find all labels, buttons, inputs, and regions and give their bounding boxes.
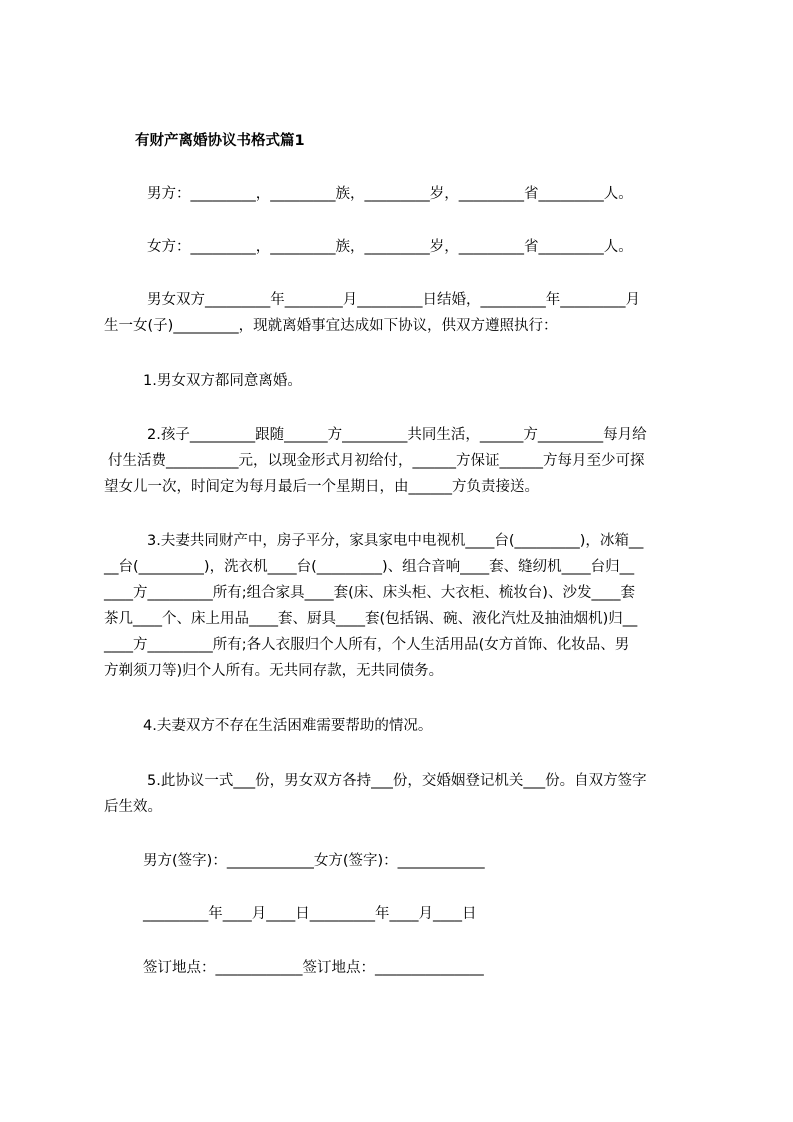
- document-title: 有财产离婚协议书格式篇1: [135, 133, 305, 149]
- date-line: _________年____月____日_________年____月____日: [143, 906, 477, 922]
- clause-3-line-3: ____方_________所有;组合家具____套(床、床头柜、大衣柜、梳妆台)、沙发____套: [104, 585, 635, 601]
- clause-4: 4.夫妻双方不存在生活困难需要帮助的情况。: [143, 718, 433, 734]
- clause-2-line-1: 2.孩子_________跟随______方_________共同生活，______方_________每月给: [147, 427, 647, 443]
- clause-1: 1.男女双方都同意离婚。: [143, 373, 302, 389]
- clause-3-line-2: __台(_________)，洗衣机____台(_________)、组合音响____套、缝纫机____台归__: [104, 559, 635, 575]
- intro-line-2: 生一女(子)_________，现就离婚事宜达成如下协议，供双方遵照执行：: [104, 318, 558, 334]
- clause-3-line-5: ____方_________所有;各人衣服归个人所有，个人生活用品(女方首饰、化妆品、男: [104, 637, 630, 653]
- clause-2-line-2: 付生活费__________元，以现金形式月初给付，______方保证______方每月至少可探: [108, 453, 645, 469]
- clause-5-line-1: 5.此协议一式___份，男女双方各持___份，交婚姻登记机关___份。自双方签字: [147, 773, 647, 789]
- clause-2-line-3: 望女儿一次，时间定为每月最后一个星期日，由______方负责接送。: [104, 479, 539, 495]
- clause-3-line-1: 3.夫妻共同财产中，房子平分，家具家电中电视机____台(_________)，冰箱__: [147, 533, 644, 549]
- male-info-line: 男方：_________，_________族，_________岁，_________省_________人。: [147, 186, 633, 202]
- clause-3-line-4: 茶几____个、床上用品____套、厨具____套(包括锅、碗、液化汽灶及抽油烟机)归__: [104, 611, 638, 627]
- female-info-line: 女方：_________，_________族，_________岁，_________省_________人。: [147, 239, 633, 255]
- signature-line: 男方(签字)：____________女方(签字)：____________: [143, 853, 485, 869]
- clause-5-line-2: 后生效。: [104, 799, 162, 815]
- clause-3-line-6: 方剃须刀等)归个人所有。无共同存款，无共同债务。: [104, 663, 444, 679]
- signing-place-line: 签订地点：____________签订地点：_______________: [143, 960, 484, 976]
- intro-line-1: 男女双方_________年________月_________日结婚，_________年_________月: [147, 292, 640, 308]
